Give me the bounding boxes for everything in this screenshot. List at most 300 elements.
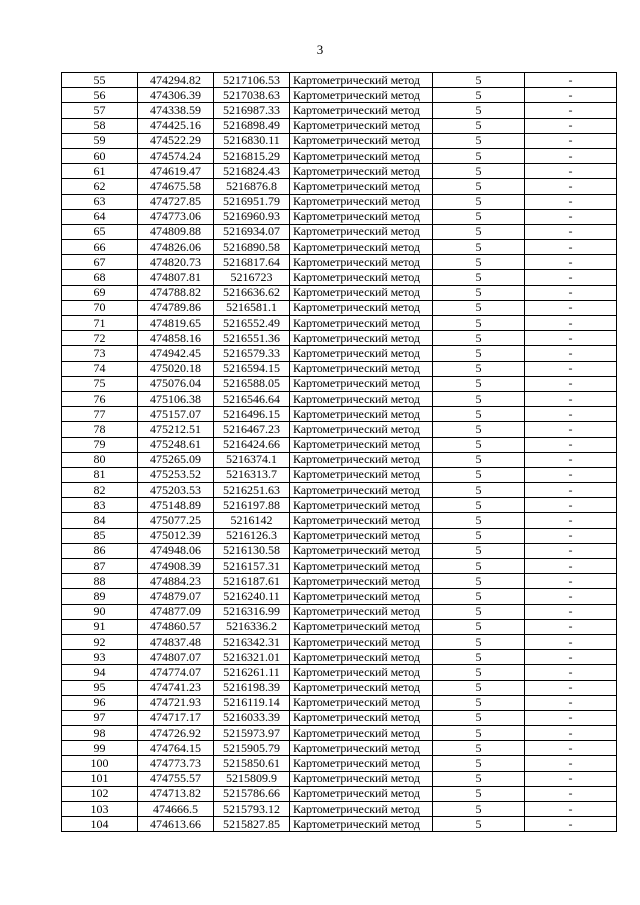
y-coordinate-cell: 5215809.9 [214,771,290,786]
x-coordinate-cell: 475148.89 [138,498,214,513]
accuracy-cell: 5 [433,437,525,452]
x-coordinate-cell: 475106.38 [138,391,214,406]
accuracy-cell: 5 [433,346,525,361]
point-number-cell: 79 [62,437,138,452]
table-row [62,391,617,406]
point-number-cell: 80 [62,452,138,467]
point-number-cell: 57 [62,103,138,118]
accuracy-cell: 5 [433,179,525,194]
y-coordinate-cell: 5216198.39 [214,680,290,695]
method-cell: Картометрический метод [290,786,433,801]
method-cell: Картометрический метод [290,574,433,589]
note-cell: - [525,437,617,452]
point-number-cell: 77 [62,407,138,422]
x-coordinate-cell: 474826.06 [138,240,214,255]
x-coordinate-cell: 475253.52 [138,467,214,482]
table-row [62,103,617,118]
method-cell: Картометрический метод [290,741,433,756]
method-cell: Картометрический метод [290,361,433,376]
note-cell: - [525,285,617,300]
note-cell: - [525,589,617,604]
x-coordinate-cell: 474726.92 [138,726,214,741]
method-cell: Картометрический метод [290,331,433,346]
x-coordinate-cell: 475248.61 [138,437,214,452]
x-coordinate-cell: 474613.66 [138,817,214,832]
note-cell: - [525,604,617,619]
table-row [62,255,617,270]
table-row [62,361,617,376]
x-coordinate-cell: 474908.39 [138,559,214,574]
point-number-cell: 60 [62,148,138,163]
accuracy-cell: 5 [433,680,525,695]
point-number-cell: 90 [62,604,138,619]
accuracy-cell: 5 [433,483,525,498]
table-row [62,422,617,437]
y-coordinate-cell: 5216960.93 [214,209,290,224]
accuracy-cell: 5 [433,574,525,589]
y-coordinate-cell: 5216898.49 [214,118,290,133]
x-coordinate-cell: 474522.29 [138,133,214,148]
x-coordinate-cell: 474820.73 [138,255,214,270]
table-row [62,88,617,103]
table-row [62,513,617,528]
point-number-cell: 96 [62,695,138,710]
point-number-cell: 87 [62,559,138,574]
note-cell: - [525,133,617,148]
table-row [62,164,617,179]
accuracy-cell: 5 [433,88,525,103]
y-coordinate-cell: 5215850.61 [214,756,290,771]
accuracy-cell: 5 [433,634,525,649]
accuracy-cell: 5 [433,255,525,270]
accuracy-cell: 5 [433,376,525,391]
method-cell: Картометрический метод [290,316,433,331]
note-cell: - [525,179,617,194]
point-number-cell: 66 [62,240,138,255]
accuracy-cell: 5 [433,786,525,801]
accuracy-cell: 5 [433,407,525,422]
method-cell: Картометрический метод [290,726,433,741]
point-number-cell: 99 [62,741,138,756]
table-row [62,650,617,665]
table-row [62,528,617,543]
note-cell: - [525,209,617,224]
note-cell: - [525,391,617,406]
table-row [62,118,617,133]
y-coordinate-cell: 5216374.1 [214,452,290,467]
point-number-cell: 84 [62,513,138,528]
x-coordinate-cell: 474858.16 [138,331,214,346]
x-coordinate-cell: 474809.88 [138,224,214,239]
note-cell: - [525,559,617,574]
method-cell: Картометрический метод [290,452,433,467]
point-number-cell: 81 [62,467,138,482]
y-coordinate-cell: 5216467.23 [214,422,290,437]
point-number-cell: 74 [62,361,138,376]
x-coordinate-cell: 474717.17 [138,710,214,725]
note-cell: - [525,756,617,771]
accuracy-cell: 5 [433,118,525,133]
accuracy-cell: 5 [433,73,525,88]
accuracy-cell: 5 [433,316,525,331]
note-cell: - [525,726,617,741]
point-number-cell: 70 [62,300,138,315]
y-coordinate-cell: 5217038.63 [214,88,290,103]
table-row [62,240,617,255]
x-coordinate-cell: 474425.16 [138,118,214,133]
y-coordinate-cell: 5216119.14 [214,695,290,710]
accuracy-cell: 5 [433,391,525,406]
method-cell: Картометрический метод [290,255,433,270]
x-coordinate-cell: 474884.23 [138,574,214,589]
x-coordinate-cell: 474741.23 [138,680,214,695]
method-cell: Картометрический метод [290,771,433,786]
point-number-cell: 98 [62,726,138,741]
table-row [62,285,617,300]
y-coordinate-cell: 5216934.07 [214,224,290,239]
method-cell: Картометрический метод [290,391,433,406]
note-cell: - [525,407,617,422]
method-cell: Картометрический метод [290,270,433,285]
y-coordinate-cell: 5216546.64 [214,391,290,406]
x-coordinate-cell: 474619.47 [138,164,214,179]
point-number-cell: 88 [62,574,138,589]
table-row [62,346,617,361]
y-coordinate-cell: 5215973.97 [214,726,290,741]
y-coordinate-cell: 5216033.39 [214,710,290,725]
method-cell: Картометрический метод [290,483,433,498]
note-cell: - [525,346,617,361]
accuracy-cell: 5 [433,452,525,467]
accuracy-cell: 5 [433,331,525,346]
y-coordinate-cell: 5216817.64 [214,255,290,270]
point-number-cell: 93 [62,650,138,665]
note-cell: - [525,148,617,163]
y-coordinate-cell: 5216551.36 [214,331,290,346]
y-coordinate-cell: 5216251.63 [214,483,290,498]
method-cell: Картометрический метод [290,710,433,725]
method-cell: Картометрический метод [290,88,433,103]
x-coordinate-cell: 474879.07 [138,589,214,604]
point-number-cell: 62 [62,179,138,194]
x-coordinate-cell: 474294.82 [138,73,214,88]
accuracy-cell: 5 [433,194,525,209]
note-cell: - [525,634,617,649]
method-cell: Картометрический метод [290,467,433,482]
point-number-cell: 69 [62,285,138,300]
accuracy-cell: 5 [433,543,525,558]
y-coordinate-cell: 5216581.1 [214,300,290,315]
y-coordinate-cell: 5216197.88 [214,498,290,513]
note-cell: - [525,467,617,482]
y-coordinate-cell: 5216552.49 [214,316,290,331]
method-cell: Картометрический метод [290,407,433,422]
table-row [62,224,617,239]
accuracy-cell: 5 [433,270,525,285]
point-number-cell: 85 [62,528,138,543]
table-row [62,483,617,498]
x-coordinate-cell: 474306.39 [138,88,214,103]
x-coordinate-cell: 474807.81 [138,270,214,285]
y-coordinate-cell: 5216876.8 [214,179,290,194]
note-cell: - [525,300,617,315]
method-cell: Картометрический метод [290,589,433,604]
table-row [62,786,617,801]
y-coordinate-cell: 5216579.33 [214,346,290,361]
y-coordinate-cell: 5216815.29 [214,148,290,163]
coordinates-table-body [62,73,617,832]
table-row [62,589,617,604]
x-coordinate-cell: 475020.18 [138,361,214,376]
x-coordinate-cell: 474713.82 [138,786,214,801]
method-cell: Картометрический метод [290,619,433,634]
note-cell: - [525,680,617,695]
method-cell: Картометрический метод [290,240,433,255]
point-number-cell: 78 [62,422,138,437]
point-number-cell: 83 [62,498,138,513]
point-number-cell: 91 [62,619,138,634]
accuracy-cell: 5 [433,756,525,771]
method-cell: Картометрический метод [290,209,433,224]
coordinates-table [61,72,617,832]
y-coordinate-cell: 5216342.31 [214,634,290,649]
y-coordinate-cell: 5216261.11 [214,665,290,680]
y-coordinate-cell: 5215827.85 [214,817,290,832]
accuracy-cell: 5 [433,817,525,832]
method-cell: Картометрический метод [290,133,433,148]
method-cell: Картометрический метод [290,817,433,832]
accuracy-cell: 5 [433,665,525,680]
table-row [62,559,617,574]
note-cell: - [525,574,617,589]
table-row [62,498,617,513]
point-number-cell: 82 [62,483,138,498]
accuracy-cell: 5 [433,103,525,118]
note-cell: - [525,741,617,756]
accuracy-cell: 5 [433,802,525,817]
method-cell: Картометрический метод [290,73,433,88]
accuracy-cell: 5 [433,726,525,741]
note-cell: - [525,88,617,103]
point-number-cell: 102 [62,786,138,801]
method-cell: Картометрический метод [290,528,433,543]
accuracy-cell: 5 [433,619,525,634]
table-row [62,148,617,163]
x-coordinate-cell: 474948.06 [138,543,214,558]
note-cell: - [525,710,617,725]
x-coordinate-cell: 474727.85 [138,194,214,209]
point-number-cell: 94 [62,665,138,680]
note-cell: - [525,650,617,665]
table-row [62,665,617,680]
x-coordinate-cell: 475157.07 [138,407,214,422]
y-coordinate-cell: 5216130.58 [214,543,290,558]
y-coordinate-cell: 5216126.3 [214,528,290,543]
table-row [62,802,617,817]
point-number-cell: 68 [62,270,138,285]
method-cell: Картометрический метод [290,103,433,118]
note-cell: - [525,255,617,270]
method-cell: Картометрический метод [290,680,433,695]
note-cell: - [525,786,617,801]
note-cell: - [525,240,617,255]
x-coordinate-cell: 474788.82 [138,285,214,300]
table-row [62,771,617,786]
method-cell: Картометрический метод [290,179,433,194]
table-row [62,574,617,589]
point-number-cell: 67 [62,255,138,270]
note-cell: - [525,73,617,88]
method-cell: Картометрический метод [290,164,433,179]
x-coordinate-cell: 474837.48 [138,634,214,649]
y-coordinate-cell: 5216951.79 [214,194,290,209]
table-row [62,270,617,285]
x-coordinate-cell: 474574.24 [138,148,214,163]
point-number-cell: 103 [62,802,138,817]
table-row [62,407,617,422]
method-cell: Картометрический метод [290,498,433,513]
x-coordinate-cell: 474666.5 [138,802,214,817]
point-number-cell: 72 [62,331,138,346]
method-cell: Картометрический метод [290,543,433,558]
point-number-cell: 89 [62,589,138,604]
y-coordinate-cell: 5216321.01 [214,650,290,665]
y-coordinate-cell: 5216987.33 [214,103,290,118]
method-cell: Картометрический метод [290,604,433,619]
method-cell: Картометрический метод [290,422,433,437]
x-coordinate-cell: 474773.73 [138,756,214,771]
x-coordinate-cell: 474675.58 [138,179,214,194]
note-cell: - [525,376,617,391]
y-coordinate-cell: 5217106.53 [214,73,290,88]
x-coordinate-cell: 474755.57 [138,771,214,786]
note-cell: - [525,316,617,331]
accuracy-cell: 5 [433,285,525,300]
method-cell: Картометрический метод [290,634,433,649]
table-row [62,376,617,391]
table-row [62,695,617,710]
x-coordinate-cell: 475012.39 [138,528,214,543]
point-number-cell: 63 [62,194,138,209]
table-row [62,543,617,558]
point-number-cell: 97 [62,710,138,725]
method-cell: Картометрический метод [290,559,433,574]
note-cell: - [525,194,617,209]
point-number-cell: 75 [62,376,138,391]
point-number-cell: 71 [62,316,138,331]
y-coordinate-cell: 5216824.43 [214,164,290,179]
note-cell: - [525,270,617,285]
point-number-cell: 65 [62,224,138,239]
y-coordinate-cell: 5215905.79 [214,741,290,756]
table-row [62,300,617,315]
method-cell: Картометрический метод [290,148,433,163]
table-row [62,680,617,695]
point-number-cell: 55 [62,73,138,88]
y-coordinate-cell: 5216142 [214,513,290,528]
y-coordinate-cell: 5216240.11 [214,589,290,604]
x-coordinate-cell: 475203.53 [138,483,214,498]
note-cell: - [525,483,617,498]
method-cell: Картометрический метод [290,285,433,300]
note-cell: - [525,543,617,558]
accuracy-cell: 5 [433,422,525,437]
y-coordinate-cell: 5216496.15 [214,407,290,422]
method-cell: Картометрический метод [290,665,433,680]
accuracy-cell: 5 [433,771,525,786]
x-coordinate-cell: 475077.25 [138,513,214,528]
y-coordinate-cell: 5216830.11 [214,133,290,148]
point-number-cell: 104 [62,817,138,832]
x-coordinate-cell: 474789.86 [138,300,214,315]
y-coordinate-cell: 5216723 [214,270,290,285]
table-row [62,710,617,725]
accuracy-cell: 5 [433,498,525,513]
point-number-cell: 76 [62,391,138,406]
point-number-cell: 100 [62,756,138,771]
method-cell: Картометрический метод [290,118,433,133]
note-cell: - [525,103,617,118]
note-cell: - [525,452,617,467]
table-row [62,331,617,346]
accuracy-cell: 5 [433,240,525,255]
accuracy-cell: 5 [433,164,525,179]
point-number-cell: 86 [62,543,138,558]
point-number-cell: 58 [62,118,138,133]
point-number-cell: 59 [62,133,138,148]
method-cell: Картометрический метод [290,300,433,315]
accuracy-cell: 5 [433,650,525,665]
method-cell: Картометрический метод [290,756,433,771]
x-coordinate-cell: 475076.04 [138,376,214,391]
accuracy-cell: 5 [433,589,525,604]
x-coordinate-cell: 475212.51 [138,422,214,437]
method-cell: Картометрический метод [290,437,433,452]
note-cell: - [525,528,617,543]
note-cell: - [525,331,617,346]
x-coordinate-cell: 474819.65 [138,316,214,331]
y-coordinate-cell: 5216594.15 [214,361,290,376]
table-row [62,467,617,482]
y-coordinate-cell: 5216588.05 [214,376,290,391]
y-coordinate-cell: 5216890.58 [214,240,290,255]
x-coordinate-cell: 474877.09 [138,604,214,619]
accuracy-cell: 5 [433,604,525,619]
table-row [62,726,617,741]
point-number-cell: 92 [62,634,138,649]
note-cell: - [525,164,617,179]
accuracy-cell: 5 [433,695,525,710]
accuracy-cell: 5 [433,559,525,574]
note-cell: - [525,817,617,832]
x-coordinate-cell: 475265.09 [138,452,214,467]
accuracy-cell: 5 [433,224,525,239]
y-coordinate-cell: 5216187.61 [214,574,290,589]
table-row [62,316,617,331]
table-row [62,756,617,771]
note-cell: - [525,498,617,513]
y-coordinate-cell: 5215786.66 [214,786,290,801]
page-number: 3 [316,42,324,57]
table-row [62,452,617,467]
method-cell: Картометрический метод [290,224,433,239]
x-coordinate-cell: 474764.15 [138,741,214,756]
note-cell: - [525,619,617,634]
accuracy-cell: 5 [433,528,525,543]
point-number-cell: 64 [62,209,138,224]
method-cell: Картометрический метод [290,695,433,710]
table-row [62,133,617,148]
